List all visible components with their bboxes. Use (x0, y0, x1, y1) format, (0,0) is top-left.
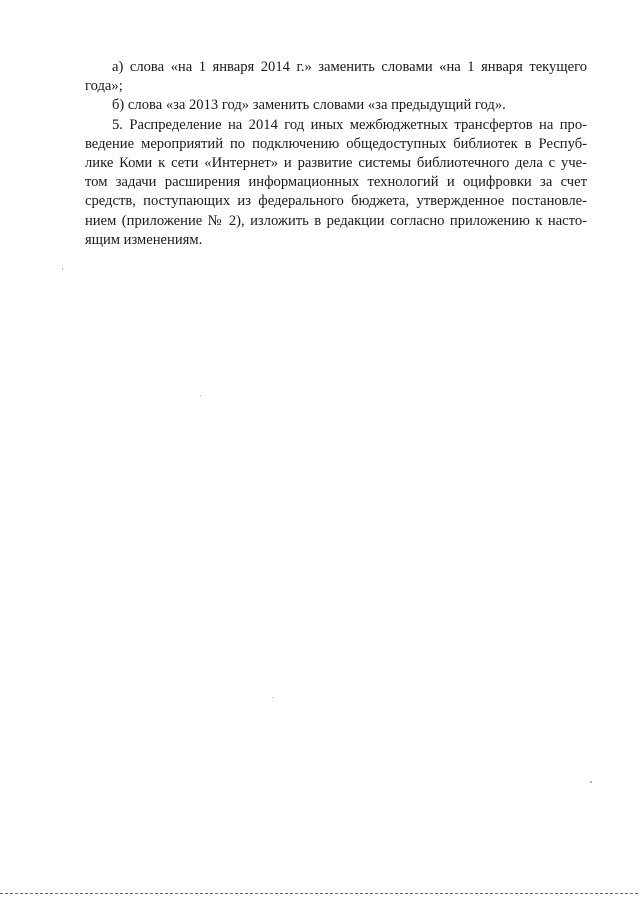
page-bottom-edge (0, 893, 640, 894)
text-line: нием (приложение № 2), изложить в редакции согласно приложению к насто- (85, 212, 587, 229)
text-line: года»; (85, 78, 123, 95)
scan-speck (272, 697, 273, 698)
scan-speck (200, 395, 201, 396)
scan-speck (590, 781, 592, 783)
document-body (85, 58, 587, 250)
scan-speck (62, 268, 63, 270)
text-line: 5. Распределение на 2014 год иных межбюджетных трансфертов на про- (112, 116, 587, 133)
text-line: средств, поступающих из федерального бюджета, утвержденное постановле- (85, 193, 587, 210)
paragraph-a (85, 58, 587, 96)
text-line: б) слова «за 2013 год» заменить словами «за предыдущий год». (112, 97, 506, 114)
text-line: том задачи расширения информационных технологий и оцифровки за счет (85, 174, 587, 191)
text-line: лике Коми к сети «Интернет» и развитие системы библиотечного дела с уче- (85, 155, 587, 172)
paragraph-b (85, 96, 587, 115)
text-line: ящим изменениям. (85, 231, 203, 248)
text-line: а) слова «на 1 января 2014 г.» заменить словами «на 1 января текущего (112, 59, 587, 75)
paragraph-5 (85, 116, 587, 250)
text-line: ведение мероприятий по подключению общедоступных библиотек в Респуб- (85, 135, 587, 152)
